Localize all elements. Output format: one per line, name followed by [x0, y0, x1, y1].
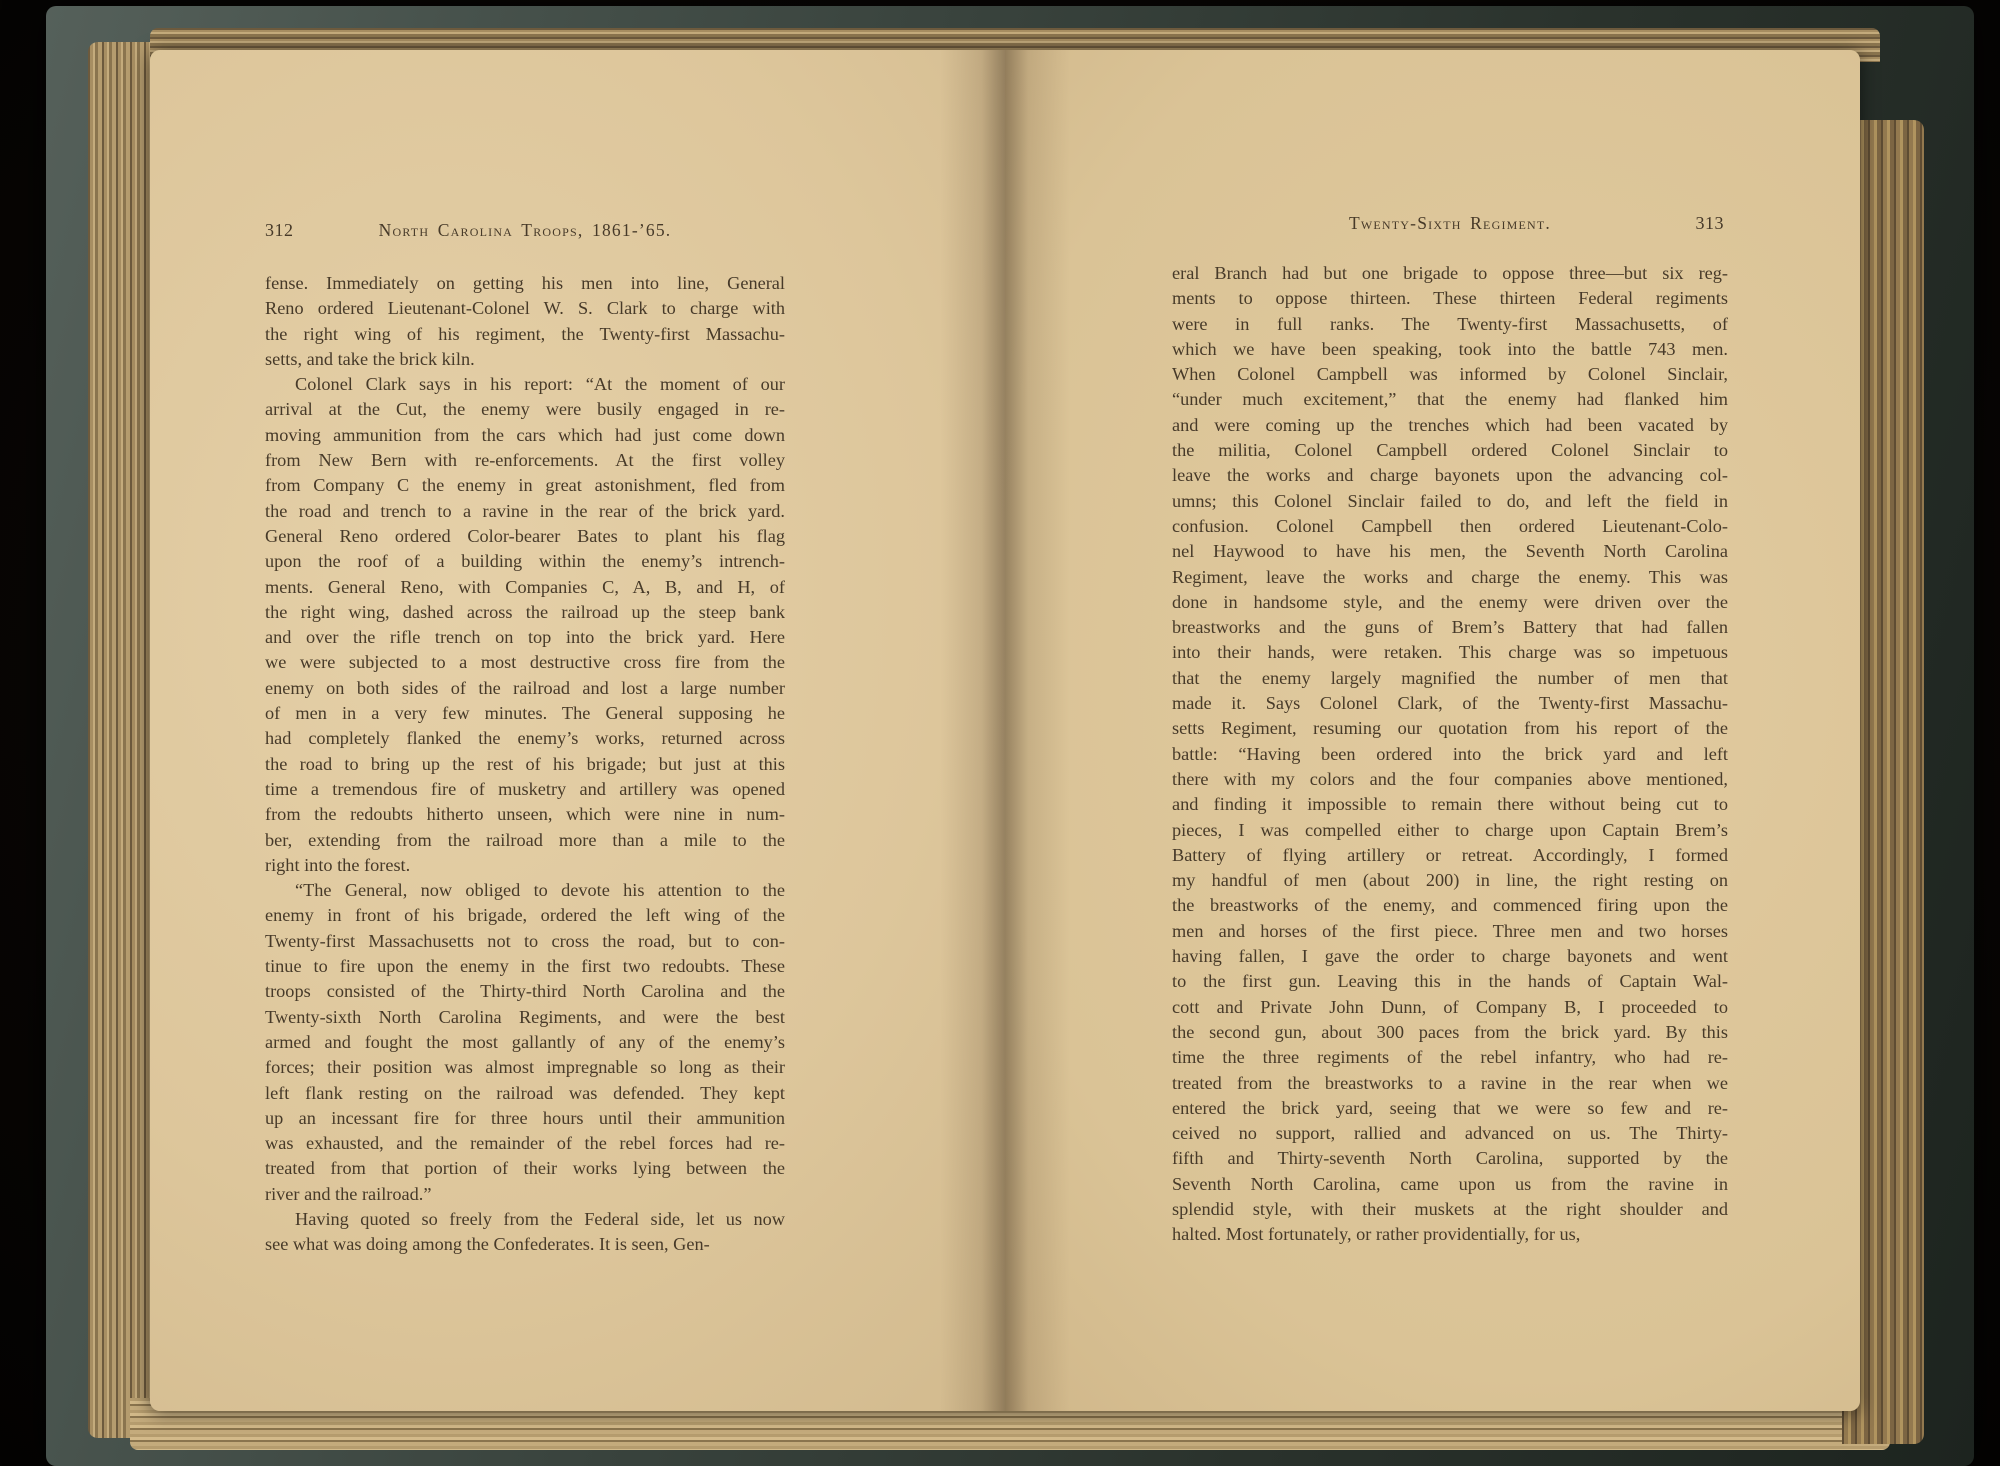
text-line: eral Branch had but one brigade to oppose three—but six reg-	[1172, 263, 1728, 283]
text-line: made it. Says Colonel Clark, of the Twenty-first Massachu-	[1172, 693, 1728, 714]
text-line: tinue to fire upon the enemy in the first two redoubts. These	[265, 956, 785, 977]
text-line: done in handsome style, and the enemy were driven over the	[1172, 591, 1728, 612]
text-line: there with my colors and the four companies above mentioned,	[1172, 768, 1728, 789]
text-line: Twenty-sixth North Carolina Regiments, and were the best	[265, 1006, 785, 1027]
text-line: When Colonel Campbell was informed by Colonel Sinclair,	[1172, 364, 1728, 385]
text-line: from the redoubts hitherto unseen, which were nine in num-	[265, 804, 785, 825]
text-line: confusion. Colonel Campbell then ordered Lieutenant-Colo-	[1172, 515, 1728, 536]
text-line: the second gun, about 300 paces from the brick yard. By this	[1172, 1021, 1728, 1042]
text-line: having fallen, I gave the order to charge bayonets and went	[1172, 946, 1728, 967]
text-line: moving ammunition from the cars which had just come down	[265, 424, 785, 445]
page-left-header	[265, 220, 785, 248]
text-line: Having quoted so freely from the Federal side, let us now	[295, 1208, 785, 1229]
text-line: Reno ordered Lieutenant-Colonel W. S. Clark to charge with	[265, 298, 785, 319]
text-line: treated from that portion of their works lying between the	[265, 1158, 785, 1179]
text-line: from New Bern with re-enforcements. At the first volley	[265, 450, 785, 471]
text-line: was exhausted, and the remainder of the rebel forces had re-	[265, 1133, 785, 1154]
text-line: Regiment, leave the works and charge the enemy. This was	[1172, 566, 1728, 587]
text-line: to the first gun. Leaving this in the hands of Captain Wal-	[1172, 971, 1728, 992]
text-line: and over the rifle trench on top into the brick yard. Here	[265, 627, 785, 648]
running-header-right: Twenty-Sixth Regiment.	[1348, 213, 1552, 233]
text-line: right into the forest.	[265, 854, 411, 875]
page-right	[1005, 50, 1860, 1411]
text-line: of men in a very few minutes. The General supposing he	[265, 703, 785, 724]
text-line: armed and fought the most gallantly of any of the enemy’s	[265, 1031, 785, 1052]
text-line: Colonel Clark says in his report: “At the moment of our	[295, 374, 785, 395]
text-line: we were subjected to a most destructive cross fire from the	[265, 652, 785, 673]
text-line: fifth and Thirty-seventh North Carolina, supported by the	[1172, 1148, 1728, 1169]
text-line: the militia, Colonel Campbell ordered Colonel Sinclair to	[1172, 440, 1728, 461]
text-line: the road to bring up the rest of his brigade; but just at this	[265, 753, 785, 774]
left-page-body	[265, 271, 785, 1258]
text-line: enemy in front of his brigade, ordered the left wing of the	[265, 905, 785, 926]
text-line: ceived no support, rallied and advanced on us. The Thirty-	[1172, 1123, 1728, 1144]
text-line: my handful of men (about 200) in line, the right resting on	[1172, 870, 1728, 891]
text-line: enemy on both sides of the railroad and lost a large number	[265, 677, 785, 698]
text-line: that the enemy largely magnified the number of men that	[1172, 667, 1728, 688]
text-line: upon the roof of a building within the enemy’s intrench-	[265, 551, 785, 572]
text-line: had completely flanked the enemy’s works, returned across	[265, 728, 785, 749]
paragraph	[265, 1207, 785, 1258]
text-line: the breastworks of the enemy, and commenced firing upon the	[1172, 895, 1728, 916]
text-line: and were coming up the trenches which had been vacated by	[1172, 414, 1728, 435]
text-line: splendid style, with their muskets at the right shoulder and	[1172, 1198, 1728, 1219]
paragraph	[265, 271, 785, 372]
text-line: Seventh North Carolina, came upon us from the ravine in	[1172, 1173, 1728, 1194]
text-line: left flank resting on the railroad was defended. They kept	[265, 1082, 785, 1103]
text-line: entered the brick yard, seeing that we were so few and re-	[1172, 1097, 1728, 1118]
text-line: were in full ranks. The Twenty-first Massachusetts, of	[1172, 313, 1728, 334]
text-line: nel Haywood to have his men, the Seventh North Carolina	[1172, 541, 1728, 562]
text-line: men and horses of the first piece. Three men and two horses	[1172, 920, 1728, 941]
paragraph	[265, 878, 785, 1207]
paragraph	[265, 372, 785, 878]
text-line: pieces, I was compelled either to charge upon Captain Brem’s	[1172, 819, 1728, 840]
text-line: and finding it impossible to remain there without being cut to	[1172, 794, 1728, 815]
text-line: arrival at the Cut, the enemy were busily engaged in re-	[265, 399, 785, 420]
page-right-header	[1172, 213, 1728, 241]
text-line: ments to oppose thirteen. These thirteen Federal regiments	[1172, 288, 1728, 309]
text-line: into their hands, were retaken. This charge was so impetuous	[1172, 642, 1728, 663]
page-left	[150, 50, 1005, 1411]
text-line: the right wing of his regiment, the Twenty-first Massachu-	[265, 323, 785, 344]
page-number-right: 313	[1695, 213, 1724, 233]
text-line: leave the works and charge bayonets upon the advancing col-	[1172, 465, 1728, 486]
text-line: fense. Immediately on getting his men into line, General	[265, 273, 785, 293]
text-line: time a tremendous fire of musketry and artillery was opened	[265, 778, 785, 799]
text-line: the right wing, dashed across the railroad up the steep bank	[265, 601, 785, 622]
text-line: ments. General Reno, with Companies C, A, B, and H, of	[265, 576, 785, 597]
paragraph	[1172, 261, 1728, 1248]
text-line: battle: “Having been ordered into the brick yard and left	[1172, 743, 1728, 764]
text-line: see what was doing among the Confederates. It is seen, Gen-	[265, 1234, 710, 1255]
text-line: “under much excitement,” that the enemy had flanked him	[1172, 389, 1728, 410]
text-line: umns; this Colonel Sinclair failed to do, and left the field in	[1172, 490, 1728, 511]
text-line: halted. Most fortunately, or rather providentially, for us,	[1172, 1224, 1581, 1245]
open-book-spread	[150, 50, 1860, 1411]
text-line: General Reno ordered Color-bearer Bates to plant his flag	[265, 525, 785, 546]
text-line: treated from the breastworks to a ravine in the rear when we	[1172, 1072, 1728, 1093]
text-line: the road and trench to a ravine in the rear of the brick yard.	[265, 500, 785, 521]
text-line: “The General, now obliged to devote his attention to the	[295, 880, 785, 901]
right-page-body	[1172, 261, 1728, 1248]
text-line: river and the railroad.”	[265, 1183, 432, 1204]
text-line: breastworks and the guns of Brem’s Battery that had fallen	[1172, 617, 1728, 638]
text-line: Twenty-first Massachusetts not to cross the road, but to con-	[265, 930, 785, 951]
text-line: setts Regiment, resuming our quotation from his report of the	[1172, 718, 1728, 739]
text-line: troops consisted of the Thirty-third North Carolina and the	[265, 981, 785, 1002]
text-line: Battery of flying artillery or retreat. Accordingly, I formed	[1172, 844, 1728, 865]
text-line: forces; their position was almost impregnable so long as their	[265, 1057, 785, 1078]
running-header-left: North Carolina Troops, 1861-’65.	[378, 220, 672, 240]
text-line: setts, and take the brick kiln.	[265, 348, 475, 369]
text-line: cott and Private John Dunn, of Company B, I proceeded to	[1172, 996, 1728, 1017]
text-line: ber, extending from the railroad more than a mile to the	[265, 829, 785, 850]
text-line: from Company C the enemy in great astonishment, fled from	[265, 475, 785, 496]
text-line: up an incessant fire for three hours until their ammunition	[265, 1107, 785, 1128]
page-number-left: 312	[265, 220, 294, 240]
text-line: which we have been speaking, took into the battle 743 men.	[1172, 338, 1728, 359]
text-line: time the three regiments of the rebel infantry, who had re-	[1172, 1047, 1728, 1068]
